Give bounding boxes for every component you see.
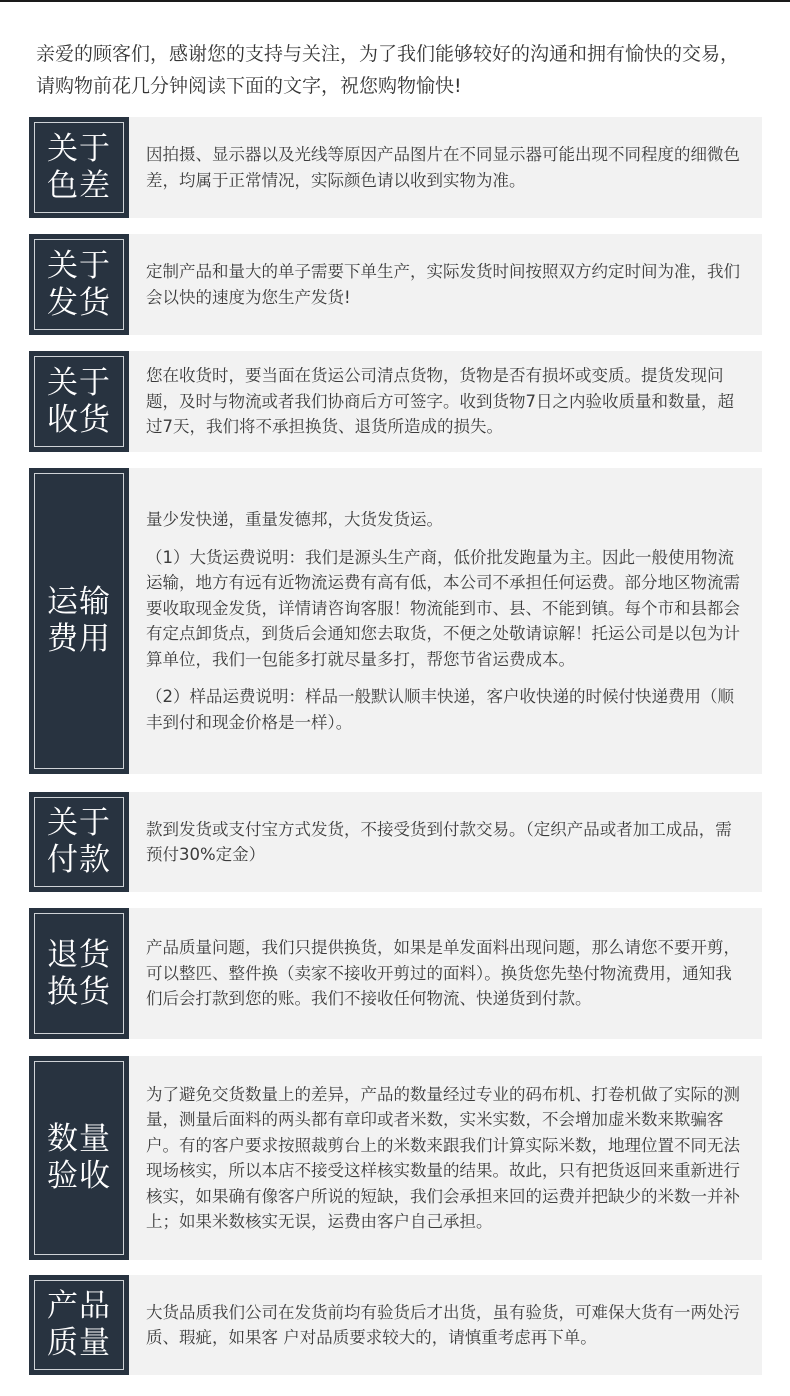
section-freight-cost: [29, 468, 762, 774]
section-paragraph: 大货品质我们公司在发货前均有验货后才出货，虽有验货，可难保大货有一两处污质、瑕疵，如果客 户对品质要求较大的，请慎重考虑再下单。: [146, 1302, 740, 1347]
section-label-line: 关于: [47, 130, 111, 167]
section-label-line: 运输: [47, 584, 111, 620]
section-label-box: [29, 234, 129, 335]
section-payment: [29, 792, 762, 892]
section-label-line: 关于: [47, 247, 111, 284]
section-paragraph: （2）样品运费说明：样品一般默认顺丰快递，客户收快递的时候付快递费用（顺丰到付和现金价格是一样）。: [146, 687, 734, 732]
section-label-line: 关于: [47, 364, 111, 401]
section-label-box: [29, 117, 129, 218]
section-label-line: 付款: [47, 842, 111, 878]
section-label-line: 收货: [47, 401, 111, 438]
section-quantity-inspection: [29, 1056, 762, 1260]
section-label-line: 产品: [47, 1288, 111, 1324]
intro-line-2: 请购物前花几分钟阅读下面的文字，祝您购物愉快!: [36, 75, 462, 97]
section-content: [146, 908, 748, 1039]
section-label-box: [29, 351, 129, 452]
section-paragraph: 因拍摄、显示器以及光线等原因产品图片在不同显示器可能出现不同程度的细微色差，均属于正常情况，实际颜色请以收到实物为准。: [146, 145, 740, 190]
top-rule: [0, 0, 790, 2]
section-return-exchange: [29, 908, 762, 1039]
section-label-box: [29, 792, 129, 892]
section-content: [146, 351, 748, 452]
section-product-quality: [29, 1275, 762, 1375]
section-paragraph: 为了避免交货数量上的差异，产品的数量经过专业的码布机、打卷机做了实际的测量，测量后面料的两头都有章印或者米数，实米实数，不会增加虚米数来欺骗客户。有的客户要求按照裁剪台上的米数来跟我们计算实际米数，地理位置不同无法现场核实，所以本店不接受这样核实数量的结果。故此，只有把货返回来重新进行核实，如果确有像客户所说的短缺，我们会承担来回的运费并把缺少的米数一并补上；如果米数核实无误，运费由客户自己承担。: [146, 1084, 740, 1231]
section-label-line: 色差: [47, 167, 111, 204]
intro-text: [36, 38, 766, 102]
section-label-line: 费用: [47, 621, 111, 657]
intro-line-1: 亲爱的顾客们，感谢您的支持与关注，为了我们能够较好的沟通和拥有愉快的交易，: [36, 43, 740, 65]
section-label-box: [29, 1275, 129, 1375]
section-paragraph: 您在收货时，要当面在货运公司清点货物，货物是否有损坏或变质。提货发现问题，及时与物流或者我们协商后方可签字。收到货物7日之内验收质量和数量，超过7天，我们将不承担换货、退货所造成的损失。: [146, 366, 734, 437]
section-label-line: 换货: [47, 973, 111, 1010]
section-label-line: 验收: [47, 1158, 111, 1194]
section-content: [146, 468, 748, 774]
section-paragraph: 量少发快递，重量发德邦，大货发货运。: [146, 510, 443, 529]
section-label-line: 关于: [47, 805, 111, 841]
section-content: [146, 1056, 748, 1260]
section-paragraph: （1）大货运费说明：我们是源头生产商，低价批发跑量为主。因此一般使用物流运输，地方有远有近物流运费有高有低，本公司不承担任何运费。部分地区物流需要收取现金发货，详情请咨询客服！物流能到市、县、不能到镇。每个市和县都会有定点卸货点，到货后会通知您去取货，不便之处敬请谅解！托运公司是以包为计算单位，我们一包能多打就尽量多打，帮您节省运费成本。: [146, 547, 740, 669]
section-content: [146, 1275, 748, 1375]
section-label-line: 质量: [47, 1325, 111, 1361]
section-content: [146, 792, 748, 892]
section-content: [146, 234, 748, 335]
section-label-box: [29, 468, 129, 774]
section-label-box: [29, 1056, 129, 1260]
section-content: [146, 117, 748, 218]
section-label-box: [29, 908, 129, 1039]
section-paragraph: 产品质量问题，我们只提供换货，如果是单发面料出现问题，那么请您不要开剪，可以整匹、整件换（卖家不接收开剪过的面料）。换货您先垫付物流费用，通知我们后会打款到您的账。我们不接收任何物流、快递货到付款。: [146, 938, 740, 1009]
section-label-line: 发货: [47, 284, 111, 321]
section-shipping: [29, 234, 762, 335]
section-paragraph: 定制产品和量大的单子需要下单生产，实际发货时间按照双方约定时间为准，我们会以快的速度为您生产发货!: [146, 262, 740, 307]
section-color-difference: [29, 117, 762, 218]
section-label-line: 数量: [47, 1121, 111, 1157]
section-label-line: 退货: [47, 936, 111, 973]
section-receiving: [29, 351, 762, 452]
section-paragraph: 款到发货或支付宝方式发货，不接受货到付款交易。（定织产品或者加工成品，需预付30%定金）: [146, 819, 732, 864]
